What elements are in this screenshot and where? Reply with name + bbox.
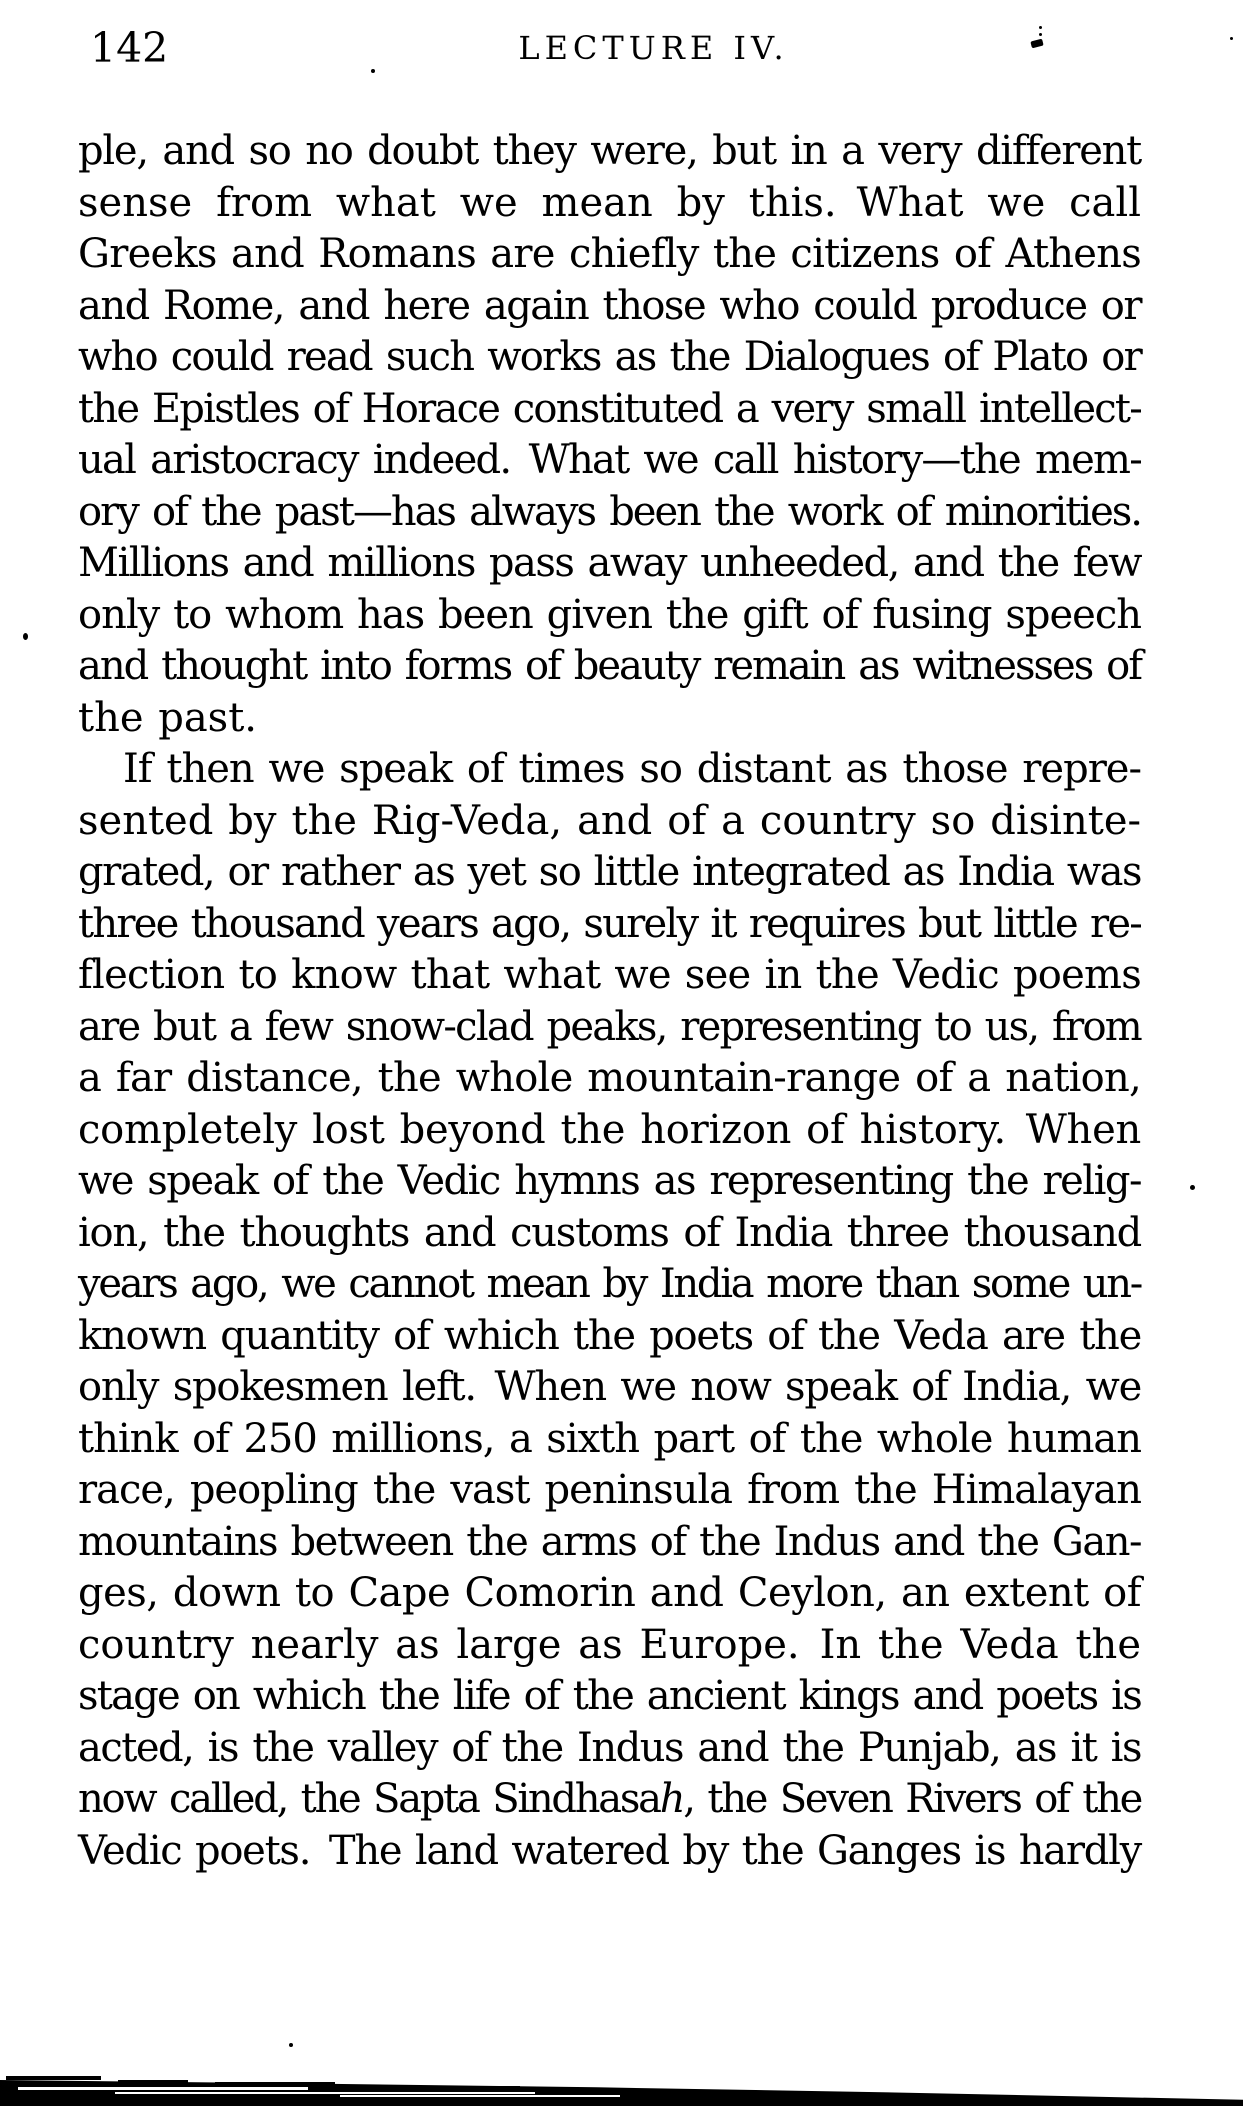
scan-edge-dash xyxy=(215,2082,335,2085)
scan-edge-streak xyxy=(340,2095,620,2097)
text-block xyxy=(78,126,1141,1877)
text-line xyxy=(78,1002,1141,1054)
scan-speck xyxy=(289,2043,293,2047)
text-line xyxy=(78,693,1141,745)
text-line xyxy=(78,1723,1141,1775)
running-header-title: LECTURE IV. xyxy=(518,29,789,67)
text-segment: stage on which the life of the ancient kings and poets is xyxy=(78,1673,1141,1719)
text-line xyxy=(78,538,1141,590)
text-line xyxy=(78,744,1141,796)
scan-speck xyxy=(1039,26,1042,29)
text-segment: and thought into forms of beauty remain as witnesses of xyxy=(78,643,1141,689)
text-line xyxy=(78,1465,1141,1517)
text-line xyxy=(78,178,1141,230)
text-line xyxy=(78,1053,1141,1105)
text-line xyxy=(78,1774,1141,1826)
scan-speck xyxy=(1230,37,1233,40)
text-line xyxy=(78,899,1141,951)
text-segment: ory of the past—has always been the work of minorities. xyxy=(78,488,1141,535)
text-line xyxy=(78,1517,1141,1569)
text-segment: three thousand years ago, surely it requires but little re- xyxy=(78,900,1141,947)
text-line xyxy=(78,1671,1141,1723)
text-segment: Millions and millions pass away unheeded, and the few xyxy=(78,540,1141,586)
text-segment: a far distance, the whole mountain-range of a nation, xyxy=(78,1055,1141,1101)
text-segment: Greeks and Romans are chiefly the citizens of Athens xyxy=(78,231,1141,277)
text-segment: country nearly as large as Europe. In the Veda the xyxy=(78,1621,1141,1668)
scan-speck xyxy=(1039,33,1042,36)
text-segment: acted, is the valley of the Indus and the Punjab, as it is xyxy=(78,1724,1141,1771)
scan-edge-dash xyxy=(360,2086,520,2089)
text-line xyxy=(78,1414,1141,1466)
text-line xyxy=(78,847,1141,899)
text-segment: If then we speak of times so distant as those repre- xyxy=(123,746,1141,792)
text-segment: ple, and so no doubt they were, but in a very different xyxy=(78,128,1141,174)
text-segment: sense from what we mean by this. What we call xyxy=(78,179,1141,226)
scan-edge-dash xyxy=(6,2076,101,2080)
text-segment: now called, the Sapta Sindhasa xyxy=(78,1776,660,1822)
text-segment: ges, down to Cape Comorin and Ceylon, an extent of xyxy=(78,1570,1141,1616)
text-segment: only to whom has been given the gift of fusing speech xyxy=(78,591,1141,638)
text-line xyxy=(78,435,1141,487)
text-segment: completely lost beyond the horizon of history. When xyxy=(78,1106,1141,1153)
text-line xyxy=(78,641,1141,693)
text-segment: flection to know that what we see in the Vedic poems xyxy=(78,952,1141,998)
scan-speck xyxy=(371,69,375,73)
text-segment: the Epistles of Horace constituted a very small intellect- xyxy=(78,385,1141,432)
scan-edge-dash xyxy=(118,2080,188,2083)
text-segment: race, peopling the vast peninsula from the Himalayan xyxy=(78,1467,1141,1513)
text-line xyxy=(78,1208,1141,1260)
italic-text: h xyxy=(659,1776,684,1822)
text-segment: sented by the Rig-Veda, and of a country so disinte- xyxy=(78,797,1141,844)
text-line xyxy=(78,1259,1141,1311)
text-segment: ion, the thoughts and customs of India three thousand xyxy=(78,1209,1141,1256)
text-segment: mountains between the arms of the Indus and the Gan- xyxy=(78,1518,1141,1565)
text-line xyxy=(78,1105,1141,1157)
text-line xyxy=(78,384,1141,436)
text-line xyxy=(78,1311,1141,1363)
text-line xyxy=(78,950,1141,1002)
text-line xyxy=(78,487,1141,539)
text-line xyxy=(78,1568,1141,1620)
text-segment: we speak of the Vedic hymns as representing the relig- xyxy=(78,1158,1141,1204)
text-segment: grated, or rather as yet so little integrated as India was xyxy=(78,849,1141,895)
text-line xyxy=(78,1826,1141,1878)
scan-edge-artifact xyxy=(0,2054,1243,2106)
text-segment: think of 250 millions, a sixth part of the whole human xyxy=(78,1415,1141,1462)
text-segment: ual aristocracy indeed. What we call history—the mem- xyxy=(78,437,1141,483)
text-segment: the past. xyxy=(78,694,257,741)
text-segment: years ago, we cannot mean by India more than some un- xyxy=(78,1261,1141,1307)
text-line xyxy=(78,229,1141,281)
text-line xyxy=(78,796,1141,848)
text-line xyxy=(78,281,1141,333)
text-segment: who could read such works as the Dialogues of Plato or xyxy=(78,334,1141,380)
text-segment: and Rome, and here again those who could produce or xyxy=(78,282,1141,329)
text-line xyxy=(78,332,1141,384)
scan-speck xyxy=(1190,1185,1195,1190)
text-line xyxy=(78,1362,1141,1414)
text-line xyxy=(78,126,1141,178)
text-segment: only spokesmen left. When we now speak of India, we xyxy=(78,1364,1141,1410)
text-segment: known quantity of which the poets of the Veda are the xyxy=(78,1312,1141,1359)
text-line xyxy=(78,590,1141,642)
text-line xyxy=(78,1156,1141,1208)
text-segment: , the Seven Rivers of the xyxy=(683,1776,1142,1822)
scan-speck xyxy=(23,633,28,640)
text-line xyxy=(78,1620,1141,1672)
scan-edge-streak xyxy=(18,2087,308,2090)
page-number: 142 xyxy=(90,24,169,72)
scan-edge-streak xyxy=(115,2092,535,2094)
text-segment: Vedic poets. The land watered by the Ganges is hardly xyxy=(78,1827,1141,1874)
text-segment: are but a few snow-clad peaks, representing to us, from xyxy=(78,1003,1141,1050)
